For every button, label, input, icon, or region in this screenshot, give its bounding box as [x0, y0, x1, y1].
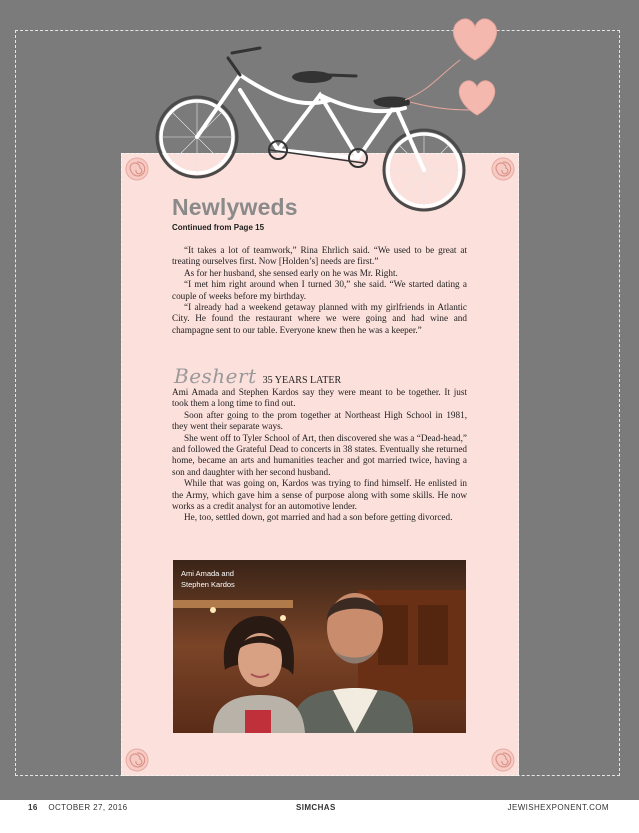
- tandem-bicycle-icon: [145, 10, 505, 220]
- subhead-small: 35 YEARS LATER: [262, 375, 342, 386]
- paragraph: While that was going on, Kardos was trying to find himself. He enlisted in the Army, which gave him a sense of purpose along with some skills. He now works as a credit analyst for an automotive lender.: [172, 478, 467, 512]
- paragraph: “I already had a weekend getaway planned with my girlfriends in Atlantic City. He found the restaurant where we were going and had wine and champagne sent to our table. Everyone knew then he was a keeper.”: [172, 302, 467, 335]
- photo-caption-line: Ami Amada and: [181, 569, 234, 578]
- site-url: JEWISHEXPONENT.COM: [507, 803, 609, 812]
- paragraph: As for her husband, she sensed early on he was Mr. Right.: [184, 267, 398, 278]
- headline: Newlyweds: [172, 194, 298, 220]
- section-name: SIMCHAS: [296, 803, 336, 812]
- subhead: [174, 364, 341, 388]
- paragraph: He, too, settled down, got married and had a son before getting divorced.: [184, 512, 453, 523]
- rose-corner-icon: [122, 745, 152, 775]
- subhead-script: Beshert: [174, 364, 257, 388]
- photo-caption: [181, 568, 235, 590]
- paragraph: She went off to Tyler School of Art, then discovered she was a “Dead-head,” and followed the Grateful Dead to concerts in 38 states. Eventually she returned home, became an arts and humanities teacher and got married twice, having a son and daughter with her second husband.: [172, 432, 467, 477]
- article-body-section-1: [172, 245, 467, 336]
- rose-corner-icon: [488, 745, 518, 775]
- photo-caption-line: Stephen Kardos: [181, 580, 235, 589]
- paragraph: “It takes a lot of teamwork,” Rina Ehrlich said. “We used to be great at treating ourselves first. Now [Holden’s] needs are first.”: [172, 245, 467, 267]
- page-number: 16: [28, 803, 38, 812]
- continued-from: Continued from Page 15: [172, 223, 265, 232]
- paragraph: Ami Amada and Stephen Kardos say they were meant to be together. It just took them a long time to find out.: [172, 387, 467, 409]
- article-body-section-2: [172, 387, 467, 524]
- paragraph: “I met him right around when I turned 30,” she said. “We started dating a couple of weeks before my birthday.: [172, 279, 467, 301]
- heart-balloon-icon: [453, 19, 496, 60]
- issue-date: OCTOBER 27, 2016: [48, 803, 128, 812]
- paragraph: Soon after going to the prom together at Northeast High School in 1981, they went their separate ways.: [172, 409, 467, 432]
- footer-left: [28, 803, 128, 812]
